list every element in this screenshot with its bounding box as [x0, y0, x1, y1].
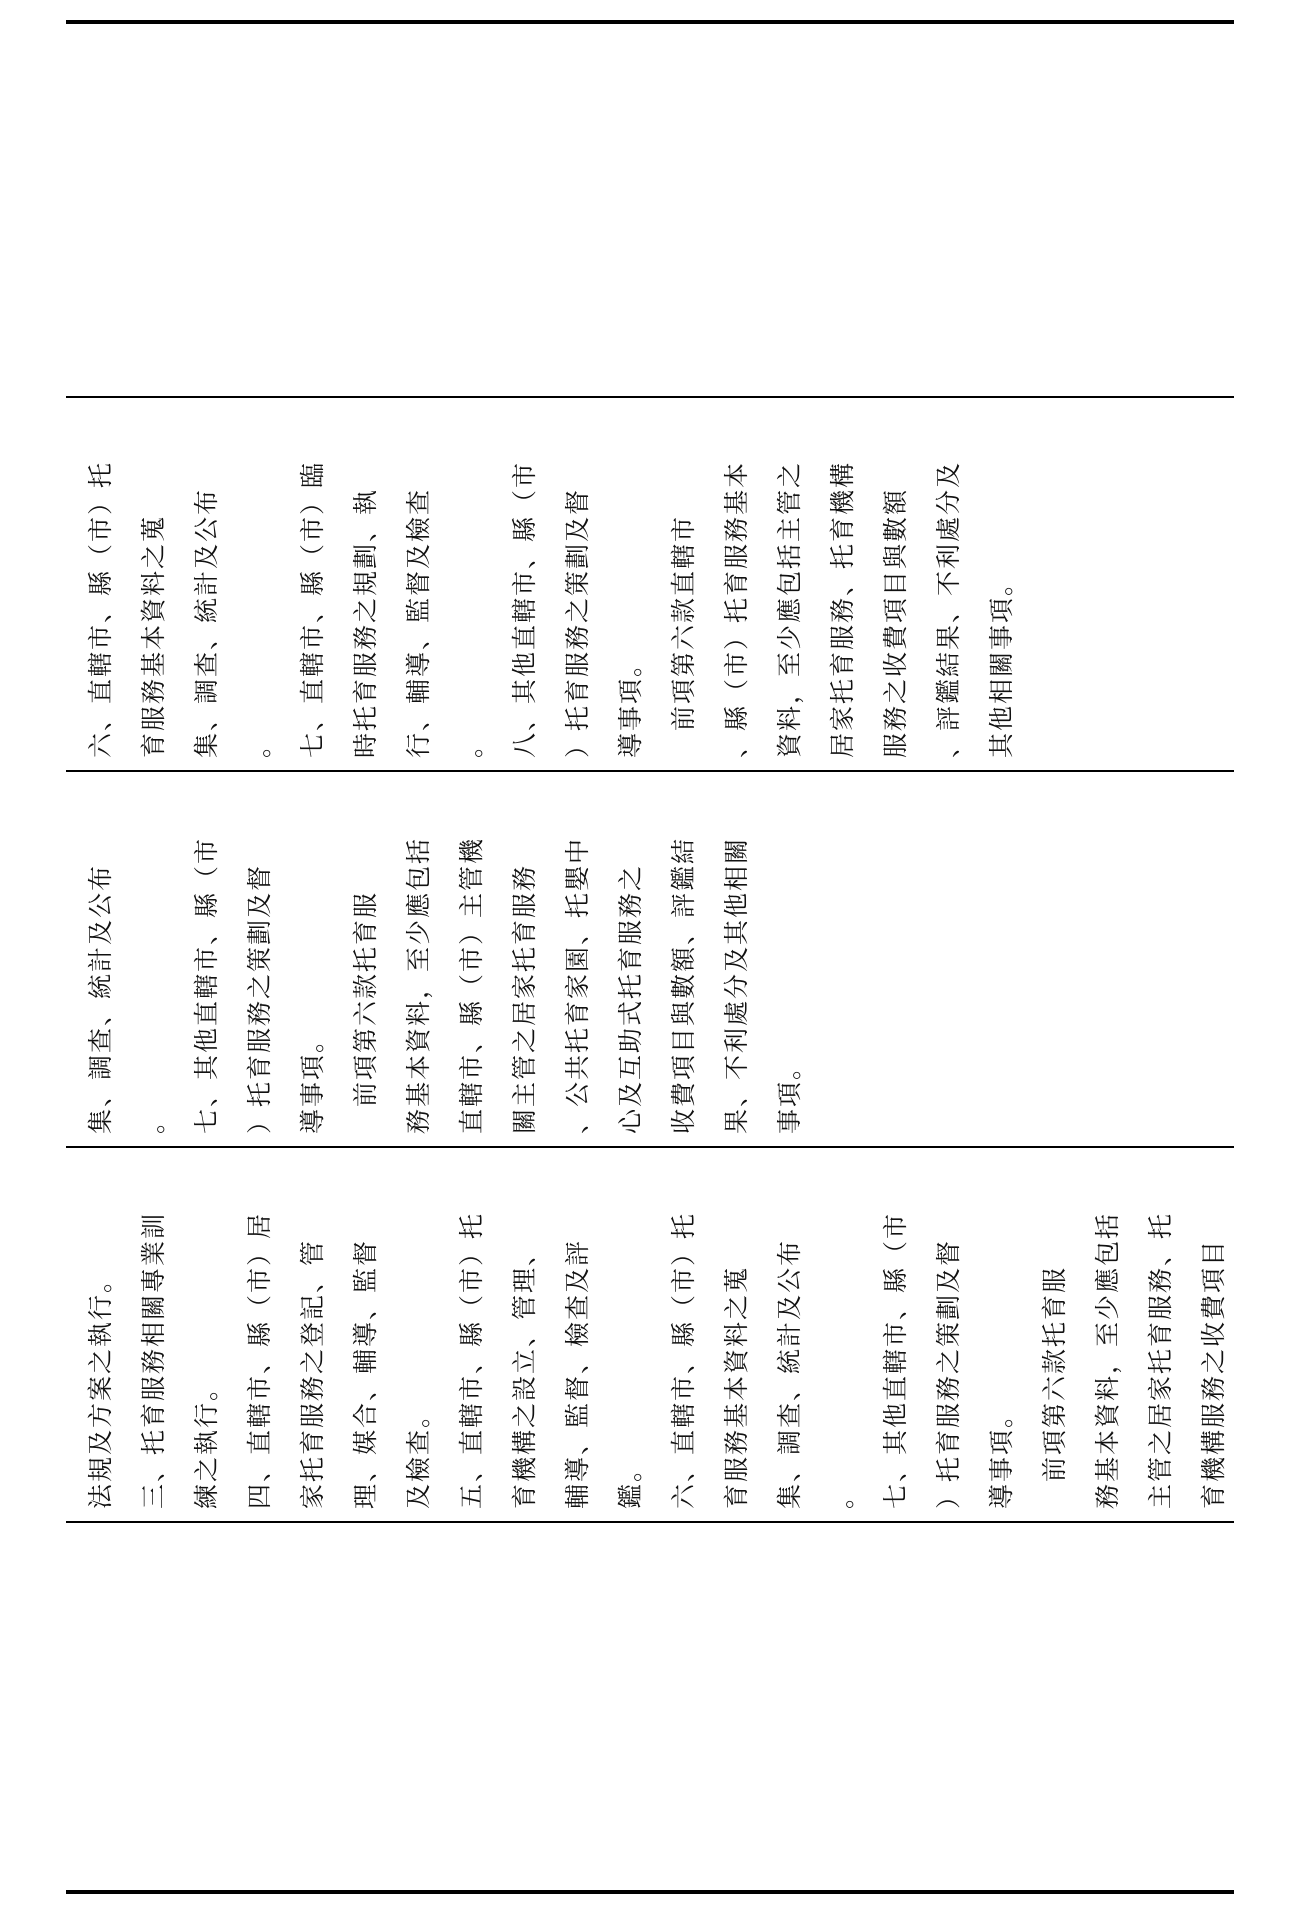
section-divider-end — [66, 1521, 1234, 1523]
text-line: 及檢查。 — [404, 1400, 433, 1509]
text-line: 前項第六款直轄市 — [669, 514, 698, 758]
text-line: 集、調查、統計及公布 — [192, 487, 221, 758]
text-line: 前項第六款托育服 — [1040, 1265, 1069, 1509]
text-line: 鑑。 — [616, 1454, 645, 1509]
text-line: 四、直轄市、縣（市）居 — [245, 1211, 274, 1509]
text-line: 務基本資料，至少應包括 — [1093, 1211, 1122, 1509]
text-line: 心及互助式托育服務之 — [616, 863, 645, 1134]
section-divider-bottom — [66, 1146, 1234, 1148]
text-line: 輔導、監督、檢查及評 — [563, 1238, 592, 1509]
text-line: 五、直轄市、縣（市）托 — [457, 1211, 486, 1509]
text-line: 時托育服務之規劃、執 — [351, 487, 380, 758]
text-line: 育機構服務之收費項目 — [1199, 1238, 1228, 1509]
text-line: 六、直轄市、縣（市）托 — [86, 460, 115, 758]
text-line: 。 — [457, 730, 486, 758]
text-line: 導事項。 — [616, 649, 645, 758]
text-line: 家托育服務之登記、管 — [298, 1238, 327, 1509]
text-line: 、公共托育家園、托嬰中 — [563, 836, 592, 1134]
text-line: 居家托育服務、托育機構 — [828, 460, 857, 758]
text-line: ）托育服務之策劃及督 — [563, 487, 592, 758]
text-line: 育服務基本資料之蒐 — [139, 514, 168, 758]
text-line: 事項。 — [775, 1052, 804, 1134]
text-line: 資料，至少應包括主管之 — [775, 460, 804, 758]
text-line: 導事項。 — [987, 1400, 1016, 1509]
text-line: 主管之居家托育服務、托 — [1146, 1211, 1175, 1509]
text-line: 果、不利處分及其他相關 — [722, 836, 751, 1134]
text-line: 練之執行。 — [192, 1373, 221, 1509]
top-border-rule — [66, 20, 1234, 24]
text-line: 七、其他直轄市、縣（市 — [881, 1211, 910, 1509]
text-line: 前項第六款托育服 — [351, 890, 380, 1134]
text-line: 直轄市、縣（市）主管機 — [457, 836, 486, 1134]
text-line: 集、調查、統計及公布 — [86, 863, 115, 1134]
text-section-middle — [82, 774, 1222, 1142]
text-line: 行、輔導、監督及檢查 — [404, 487, 433, 758]
text-line: 七、直轄市、縣（市）臨 — [298, 460, 327, 758]
text-line: 八、其他直轄市、縣（市 — [510, 460, 539, 758]
text-line: 。 — [245, 730, 274, 758]
text-line: 理、媒合、輔導、監督 — [351, 1238, 380, 1509]
text-section-bottom — [82, 1150, 1228, 1517]
text-line: ）托育服務之策劃及督 — [934, 1238, 963, 1509]
text-line: 育機構之設立、管理、 — [510, 1238, 539, 1509]
section-divider-middle — [66, 770, 1234, 772]
text-line: 。 — [828, 1481, 857, 1509]
text-line: 法規及方案之執行。 — [86, 1265, 115, 1509]
text-line: 七、其他直轄市、縣（市 — [192, 836, 221, 1134]
text-line: 集、調查、統計及公布 — [775, 1238, 804, 1509]
text-line: ）托育服務之策劃及督 — [245, 863, 274, 1134]
text-line: 、評鑑結果、不利處分及 — [934, 460, 963, 758]
text-line: 。 — [139, 1106, 168, 1134]
text-line: 六、直轄市、縣（市）托 — [669, 1211, 698, 1509]
text-line: 導事項。 — [298, 1025, 327, 1134]
section-divider-top — [66, 396, 1234, 398]
text-line: 三、托育服務相關專業訓 — [139, 1211, 168, 1509]
text-line: 服務之收費項目與數額 — [881, 487, 910, 758]
text-line: 育服務基本資料之蒐 — [722, 1265, 751, 1509]
text-line: 收費項目與數額、評鑑結 — [669, 836, 698, 1134]
text-line: 其他相關事項。 — [987, 568, 1016, 758]
text-line: 、縣（市）托育服務基本 — [722, 460, 751, 758]
text-section-top — [82, 400, 1222, 766]
bottom-border-rule — [66, 1890, 1234, 1894]
text-line: 關主管之居家托育服務 — [510, 863, 539, 1134]
text-line: 務基本資料，至少應包括 — [404, 836, 433, 1134]
